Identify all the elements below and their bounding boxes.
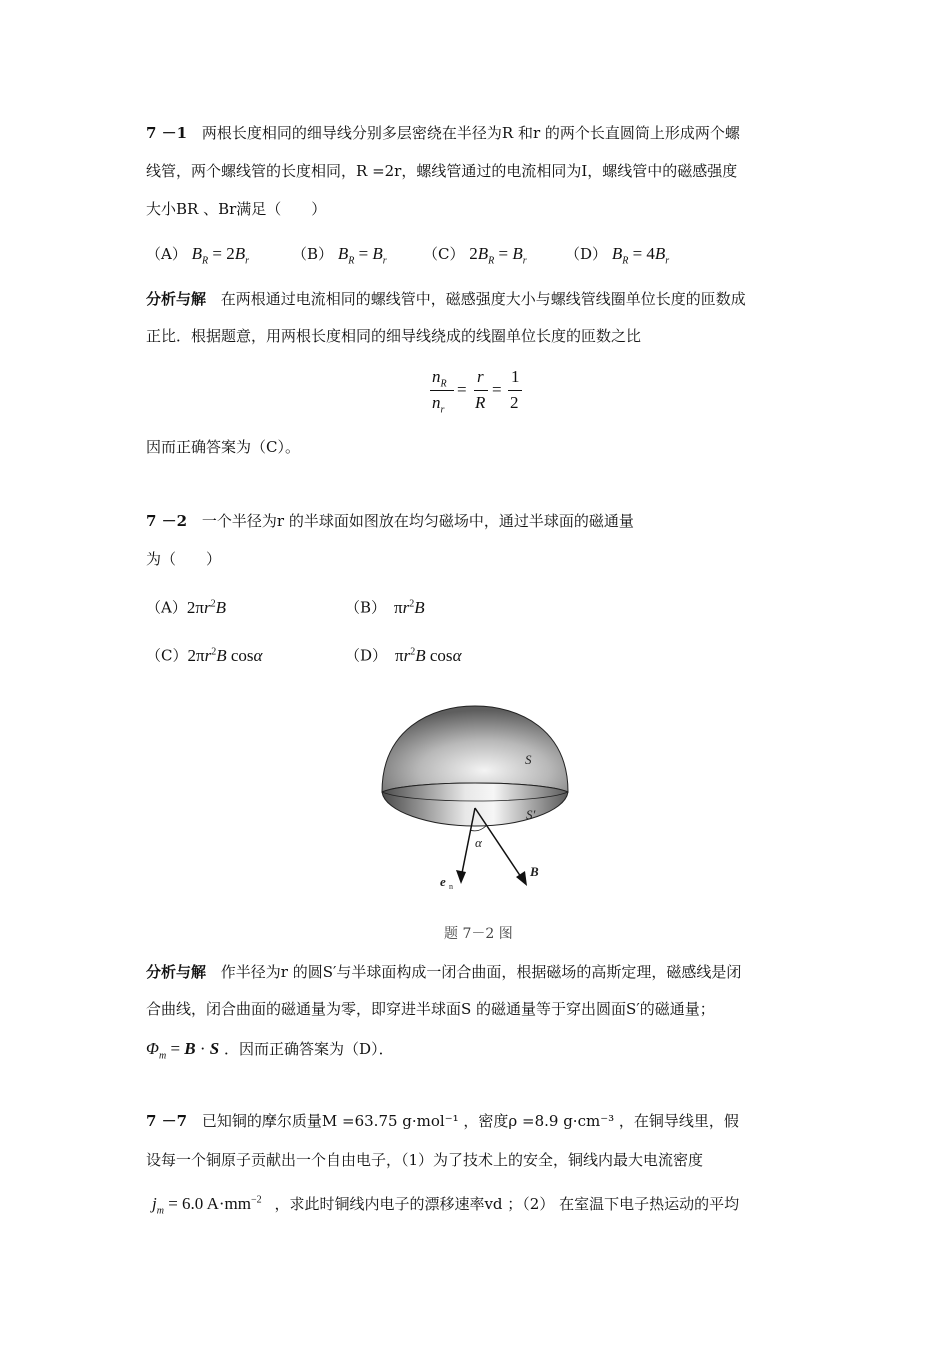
q1-option-c: （C） $2B_R = B_r$ bbox=[423, 244, 527, 267]
normal-arrowhead bbox=[456, 870, 466, 884]
label-b: B bbox=[530, 864, 539, 879]
q1-option-b: （B） $B_R = B_r$ bbox=[292, 244, 387, 267]
q2-line1: 7 －2 一个半径为r 的半球面如图放在均匀磁场中，通过半球面的磁通量 bbox=[146, 512, 634, 530]
angle-arc bbox=[470, 826, 486, 831]
label-s: S bbox=[525, 752, 532, 767]
label-alpha: α bbox=[475, 835, 482, 850]
q3-line2: 设每一个铜原子贡献出一个自由电子，（1）为了技术上的安全，铜线内最大电流密度 bbox=[146, 1151, 704, 1169]
q1-analysis1: 分析与解 在两根通过电流相同的螺线管中，磁感强度大小与螺线管线圈单位长度的匝数成 bbox=[146, 290, 746, 308]
hemisphere-rim bbox=[382, 783, 568, 826]
q2-line2: 为（ ） bbox=[146, 550, 222, 568]
q3-number: 7 －7 bbox=[146, 1112, 188, 1130]
q1-analysis-label: 分析与解 bbox=[146, 290, 207, 308]
q1-option-d: （D） $B_R = 4B_r$ bbox=[565, 244, 670, 267]
hemisphere-figure bbox=[370, 700, 590, 900]
q2-option-c: $(C)2\pi r^2B$ cosα bbox=[146, 645, 263, 665]
q2-number: 7 －2 bbox=[146, 512, 188, 530]
label-en: e bbox=[440, 874, 446, 889]
figure-caption: 题 7－2 图 bbox=[444, 926, 513, 942]
q1-option-a: （A） $B_R = 2B_r$ bbox=[146, 244, 250, 267]
q3-line3: $j_m = 6.0$ $A\cdot mm^{-2}$ ，求此时铜线内电子的漂移速率vd ；（2） 在室温下电子热运动的平均 bbox=[152, 1193, 740, 1217]
q2-analysis-label: 分析与解 bbox=[146, 963, 207, 981]
q1-text1: 两根长度相同的细导线分别多层密绕在半径为R 和r 的两个长直圆筒上形成两个螺 bbox=[201, 124, 740, 142]
q2-analysis1: 分析与解 作半径为r 的圆S′与半球面构成一闭合曲面，根据磁场的高斯定理，磁感线是闭 bbox=[146, 963, 742, 981]
q1-line3: 大小BR 、Br满足（ ） bbox=[146, 200, 327, 218]
q2-option-a: $(A)2\pi r^2B$ bbox=[146, 597, 226, 617]
q1-analysis2: 正比．根据题意，用两根长度相同的细导线绕成的线圈单位长度的匝数之比 bbox=[146, 327, 642, 345]
q3-line1: 7 －7 已知铜的摩尔质量M =63.75 g·mol⁻¹ ，密度ρ =8.9 g·cm⁻³ ，在铜导线里，假 bbox=[146, 1112, 739, 1130]
q2-analysis2: 合曲线，闭合曲面的磁通量为零，即穿进半球面S 的磁通量等于穿出圆面S′的磁通量； bbox=[146, 1000, 715, 1018]
q3-text3: ，求此时铜线内电子的漂移速率vd ；（2） 在室温下电子热运动的平均 bbox=[274, 1194, 740, 1213]
q1-number: 7 －1 bbox=[146, 124, 188, 142]
q1-line2: 线管，两个螺线管的长度相同，R =2r，螺线管通过的电流相同为I，螺线管中的磁感强度 bbox=[146, 162, 738, 180]
q2-option-d: （D） $\pi r^2B$ cosα bbox=[345, 645, 462, 665]
svg-text:n: n bbox=[449, 882, 453, 891]
q2-option-b: （B） $\pi r^2B$ bbox=[345, 597, 425, 617]
q2-answer-line: $\Phi_m = B \cdot S$ ．因而正确答案为（D）． bbox=[146, 1039, 394, 1062]
q2-answer: ．因而正确答案为（D）． bbox=[224, 1040, 394, 1058]
label-s-prime: S′ bbox=[526, 807, 536, 822]
hemisphere-dome bbox=[382, 706, 568, 792]
q1-answer: 因而正确答案为（C）。 bbox=[146, 438, 300, 456]
q1-line1 bbox=[146, 123, 740, 143]
